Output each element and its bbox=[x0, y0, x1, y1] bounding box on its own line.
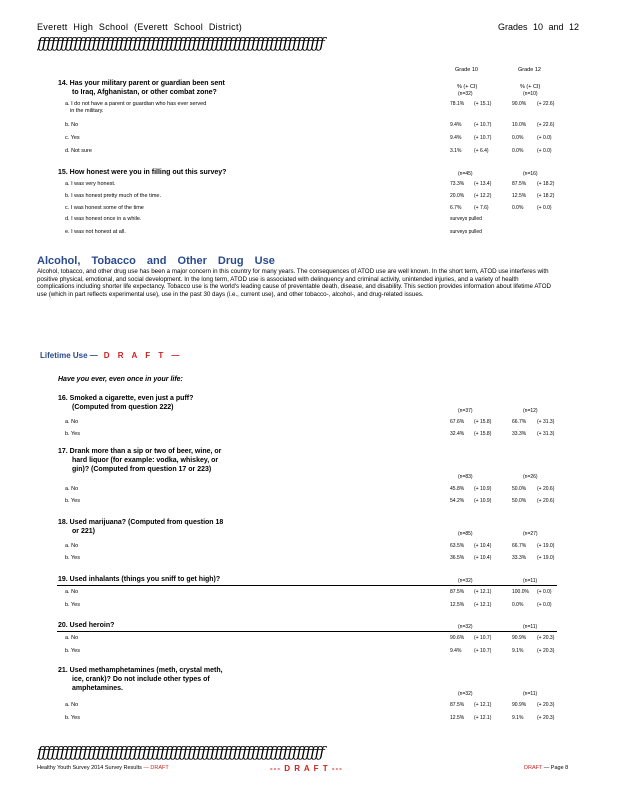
bottom-divider: ƒƒƒƒƒƒƒƒƒƒƒƒƒƒƒƒƒƒƒƒƒƒƒƒƒƒƒƒƒƒƒƒƒƒƒƒƒƒƒƒƒƒƒƒƒƒƒƒƒƒƒƒƒƒƒƒƒƒƒƒƒƒƒ bbox=[37, 743, 324, 761]
q15-pct-grade10: 73.3% bbox=[450, 181, 465, 187]
q14-ci-grade10: (+ 6.4) bbox=[474, 148, 489, 154]
question-pct-grade12: 9.1% bbox=[512, 648, 524, 654]
question-ci-grade10: (+ 15.8) bbox=[474, 431, 492, 437]
question-pct-grade10: 36.5% bbox=[450, 555, 465, 561]
question-title-line2: (Computed from question 222) bbox=[72, 404, 174, 411]
question-underline bbox=[57, 585, 557, 586]
question-title-line1: 19. Used inhalants (things you sniff to get high)? bbox=[58, 576, 221, 583]
top-divider: ƒƒƒƒƒƒƒƒƒƒƒƒƒƒƒƒƒƒƒƒƒƒƒƒƒƒƒƒƒƒƒƒƒƒƒƒƒƒƒƒƒƒƒƒƒƒƒƒƒƒƒƒƒƒƒƒƒƒƒƒƒƒƒ bbox=[37, 34, 324, 52]
question-pct-grade12: 90.9% bbox=[512, 702, 527, 708]
question-pct-grade12: 50.0% bbox=[512, 498, 527, 504]
q14-ci-grade10: (+ 10.7) bbox=[474, 122, 492, 128]
footer-survey-label: Healthy Youth Survey 2014 Survey Results bbox=[37, 765, 142, 771]
question-pct-grade10: 12.5% bbox=[450, 602, 465, 608]
q14-option-label-cont: in the military. bbox=[70, 108, 104, 114]
question-title-line2: or 221) bbox=[72, 528, 95, 535]
question-ci-grade10: (+ 12.1) bbox=[474, 702, 492, 708]
question-ci-grade12: (+ 0.0) bbox=[537, 589, 552, 595]
q14-ci-grade12: (+ 0.0) bbox=[537, 135, 552, 141]
q14-option-label: a. I do not have a parent or guardian who has ever served bbox=[65, 101, 207, 107]
question-option-label: b. Yes bbox=[65, 555, 80, 561]
question-ci-grade10: (+ 10.7) bbox=[474, 648, 492, 654]
q14-pct-grade10: 9.4% bbox=[450, 135, 462, 141]
question-ci-grade10: (+ 10.4) bbox=[474, 555, 492, 561]
q15-ci-grade12: (+ 18.2) bbox=[537, 181, 555, 187]
q14-ci-grade10: (+ 10.7) bbox=[474, 135, 492, 141]
grades-header: Grades 10 and 12 bbox=[498, 22, 580, 32]
question-n-grade12: (n=11) bbox=[523, 624, 538, 630]
q14-option-label: b. No bbox=[65, 122, 79, 128]
question-ci-grade10: (+ 12.1) bbox=[474, 589, 492, 595]
question-ci-grade12: (+ 20.3) bbox=[537, 702, 555, 708]
question-title-line2: ice, crank)? Do not include other types of bbox=[72, 676, 210, 683]
question-pct-grade10: 9.4% bbox=[450, 648, 462, 654]
lifetime-draft-label: D R A F T — bbox=[103, 351, 183, 360]
q15-pct-grade10: surveys pulled bbox=[450, 216, 482, 222]
q15-n10: (n=45) bbox=[458, 171, 473, 177]
question-ci-grade12: (+ 20.3) bbox=[537, 648, 555, 654]
question-ci-grade12: (+ 0.0) bbox=[537, 602, 552, 608]
question-pct-grade12: 90.9% bbox=[512, 635, 527, 641]
q14-ci-grade12: (+ 22.6) bbox=[537, 122, 555, 128]
question-ci-grade10: (+ 10.9) bbox=[474, 498, 492, 504]
footer-center-draft: --- D R A F T --- bbox=[270, 764, 343, 773]
q15-title: 15. How honest were you in filling out this survey? bbox=[58, 169, 227, 176]
question-n-grade12: (n=26) bbox=[523, 474, 538, 480]
question-pct-grade10: 90.6% bbox=[450, 635, 465, 641]
section-title: Alcohol, Tobacco and Other Drug Use bbox=[37, 255, 275, 267]
q14-pct-grade10: 9.4% bbox=[450, 122, 462, 128]
col-pct-ci-10: % (+ CI) bbox=[457, 84, 478, 90]
q15-pct-grade12: 12.5% bbox=[512, 193, 527, 199]
question-pct-grade10: 12.5% bbox=[450, 715, 465, 721]
question-pct-grade10: 67.6% bbox=[450, 419, 465, 425]
question-n-grade10: (n=32) bbox=[458, 691, 473, 697]
question-pct-grade12: 66.7% bbox=[512, 543, 527, 549]
q14-title-line1: 14. Has your military parent or guardian been sent bbox=[58, 80, 225, 87]
question-ci-grade10: (+ 10.4) bbox=[474, 543, 492, 549]
question-ci-grade10: (+ 10.9) bbox=[474, 486, 492, 492]
q15-pct-grade10: 6.7% bbox=[450, 205, 462, 211]
school-header: Everett High School (Everett School District) bbox=[37, 22, 243, 32]
q15-option-label: a. I was very honest. bbox=[65, 181, 116, 187]
question-pct-grade10: 87.5% bbox=[450, 589, 465, 595]
question-pct-grade10: 63.5% bbox=[450, 543, 465, 549]
q15-ci-grade12: (+ 0.0) bbox=[537, 205, 552, 211]
question-ci-grade10: (+ 12.1) bbox=[474, 602, 492, 608]
question-underline bbox=[57, 631, 557, 632]
question-n-grade12: (n=11) bbox=[523, 578, 538, 584]
q14-n10: (n=32) bbox=[458, 91, 473, 97]
question-ci-grade12: (+ 19.0) bbox=[537, 555, 555, 561]
question-option-label: a. No bbox=[65, 486, 79, 492]
question-pct-grade10: 87.5% bbox=[450, 702, 465, 708]
question-n-grade12: (n=27) bbox=[523, 531, 538, 537]
question-pct-grade10: 45.8% bbox=[450, 486, 465, 492]
footer-left bbox=[37, 765, 169, 771]
question-title-line3: amphetamines. bbox=[72, 685, 123, 692]
q14-pct-grade12: 10.0% bbox=[512, 122, 527, 128]
page-number: — Page 8 bbox=[543, 765, 569, 771]
question-title-line3: gin)? (Computed from question 17 or 223) bbox=[72, 466, 212, 473]
col-pct-ci-12: % (+ CI) bbox=[520, 84, 541, 90]
section-paragraph: Alcohol, tobacco, and other drug use has been a major concern in this country for many years. The consequences of ATOD use are well known. In the short term, ATOD use interferes with positive physical, emotional, and social development. In the long term, ATOD use is associated with delinquency and criminal activity, unintended injuries, and a variety of health complications including shorter life expectancy. Tobacco use is the world's leading cause of preventable death, disease, and disability. This section provides information about lifetime ATOD use (which in part reflects experimental use), use in the past 30 days (i.e., current use), and other tobacco-, alcohol-, and drug-related issues. bbox=[37, 268, 551, 298]
q15-ci-grade10: (+ 7.6) bbox=[474, 205, 489, 211]
question-pct-grade12: 100.0% bbox=[512, 589, 529, 595]
q15-ci-grade10: (+ 13.4) bbox=[474, 181, 492, 187]
question-ci-grade12: (+ 31.3) bbox=[537, 419, 555, 425]
question-ci-grade10: (+ 15.8) bbox=[474, 419, 492, 425]
question-pct-grade12: 33.3% bbox=[512, 555, 527, 561]
lifetime-use-label: Lifetime Use — bbox=[40, 351, 98, 360]
question-pct-grade12: 0.0% bbox=[512, 602, 524, 608]
question-pct-grade12: 66.7% bbox=[512, 419, 527, 425]
question-option-label: a. No bbox=[65, 589, 79, 595]
footer-right-draft: DRAFT bbox=[524, 765, 543, 771]
question-n-grade12: (n=12) bbox=[523, 408, 538, 414]
question-prompt: Have you ever, even once in your life: bbox=[58, 376, 183, 383]
q15-n12: (n=16) bbox=[523, 171, 538, 177]
q14-pct-grade10: 78.1% bbox=[450, 101, 465, 107]
question-pct-grade12: 9.1% bbox=[512, 715, 524, 721]
q14-ci-grade12: (+ 0.0) bbox=[537, 148, 552, 154]
q14-ci-grade10: (+ 15.1) bbox=[474, 101, 492, 107]
q15-pct-grade12: 87.5% bbox=[512, 181, 527, 187]
question-ci-grade12: (+ 20.6) bbox=[537, 486, 555, 492]
question-option-label: a. No bbox=[65, 543, 79, 549]
col-header-grade12: Grade 12 bbox=[518, 67, 541, 73]
q15-ci-grade10: (+ 12.2) bbox=[474, 193, 492, 199]
question-ci-grade12: (+ 19.0) bbox=[537, 543, 555, 549]
question-n-grade10: (n=32) bbox=[458, 624, 473, 630]
question-n-grade10: (n=85) bbox=[458, 531, 473, 537]
question-ci-grade12: (+ 20.6) bbox=[537, 498, 555, 504]
question-option-label: a. No bbox=[65, 419, 79, 425]
question-pct-grade10: 32.4% bbox=[450, 431, 465, 437]
col-header-grade10: Grade 10 bbox=[455, 67, 478, 73]
footer-left-draft: — DRAFT bbox=[143, 765, 169, 771]
question-title-line1: 16. Smoked a cigarette, even just a puff? bbox=[58, 395, 194, 402]
q15-option-label: e. I was not honest at all. bbox=[65, 229, 126, 235]
q15-option-label: c. I was honest some of the time bbox=[65, 205, 144, 211]
q15-pct-grade10: 20.0% bbox=[450, 193, 465, 199]
question-ci-grade12: (+ 20.3) bbox=[537, 635, 555, 641]
question-option-label: b. Yes bbox=[65, 431, 80, 437]
question-pct-grade10: 54.2% bbox=[450, 498, 465, 504]
question-n-grade10: (n=37) bbox=[458, 408, 473, 414]
question-title-line2: hard liquor (for example: vodka, whiskey, or bbox=[72, 457, 219, 464]
question-option-label: a. No bbox=[65, 635, 79, 641]
lifetime-use-heading bbox=[40, 351, 182, 360]
question-title-line1: 21. Used methamphetamines (meth, crystal meth, bbox=[58, 667, 223, 674]
q15-option-label: d. I was honest once in a while. bbox=[65, 216, 142, 222]
q15-pct-grade12: 0.0% bbox=[512, 205, 524, 211]
question-ci-grade10: (+ 10.7) bbox=[474, 635, 492, 641]
question-option-label: b. Yes bbox=[65, 715, 80, 721]
question-n-grade10: (n=83) bbox=[458, 474, 473, 480]
q14-pct-grade12: 90.0% bbox=[512, 101, 527, 107]
question-option-label: b. Yes bbox=[65, 602, 80, 608]
question-pct-grade12: 50.0% bbox=[512, 486, 527, 492]
q14-n12: (n=10) bbox=[523, 91, 538, 97]
question-title-line1: 20. Used heroin? bbox=[58, 622, 115, 629]
question-option-label: b. Yes bbox=[65, 498, 80, 504]
question-title-line1: 18. Used marijuana? (Computed from question 18 bbox=[58, 519, 224, 526]
q14-option-label: c. Yes bbox=[65, 135, 80, 141]
q14-title-line2: to Iraq, Afghanistan, or other combat zone? bbox=[72, 89, 217, 96]
question-title-line1: 17. Drank more than a sip or two of beer, wine, or bbox=[58, 448, 222, 455]
question-option-label: b. Yes bbox=[65, 648, 80, 654]
q15-option-label: b. I was honest pretty much of the time. bbox=[65, 193, 161, 199]
q14-pct-grade10: 3.1% bbox=[450, 148, 462, 154]
q14-pct-grade12: 0.0% bbox=[512, 148, 524, 154]
q14-option-label: d. Not sure bbox=[65, 148, 92, 154]
question-ci-grade12: (+ 31.3) bbox=[537, 431, 555, 437]
question-ci-grade10: (+ 12.1) bbox=[474, 715, 492, 721]
question-option-label: a. No bbox=[65, 702, 79, 708]
q14-pct-grade12: 0.0% bbox=[512, 135, 524, 141]
question-n-grade10: (n=32) bbox=[458, 578, 473, 584]
question-pct-grade12: 33.3% bbox=[512, 431, 527, 437]
q14-ci-grade12: (+ 22.6) bbox=[537, 101, 555, 107]
q15-pct-grade10: surveys pulled bbox=[450, 229, 482, 235]
q15-ci-grade12: (+ 18.2) bbox=[537, 193, 555, 199]
footer-right bbox=[524, 765, 568, 771]
question-ci-grade12: (+ 20.3) bbox=[537, 715, 555, 721]
question-n-grade12: (n=11) bbox=[523, 691, 538, 697]
